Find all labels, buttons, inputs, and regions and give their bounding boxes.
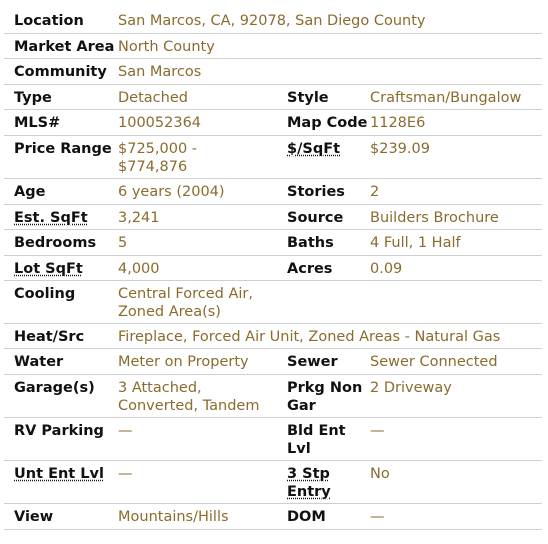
price-per-sqft-label: $/SqFt <box>287 141 341 157</box>
row-view <box>4 504 542 530</box>
baths-value: 4 Full, 1 Half <box>370 235 461 251</box>
age-label: Age <box>14 184 46 200</box>
community-value: San Marcos <box>118 64 202 80</box>
type-value: Detached <box>118 90 188 106</box>
price-range-label: Price Range <box>14 141 112 157</box>
stories-value: 2 <box>370 184 380 200</box>
row-water <box>4 349 542 375</box>
sewer-value: Sewer Connected <box>370 354 498 370</box>
row-community <box>4 59 542 85</box>
acres-label: Acres <box>287 261 333 277</box>
view-label: View <box>14 509 54 525</box>
heat-src-value: Fireplace, Forced Air Unit, Zoned Areas - Natural Gas <box>118 329 501 345</box>
community-label: Community <box>14 64 107 80</box>
garage-value: 3 Attached, Converted, Tandem <box>118 380 260 414</box>
row-price-range <box>4 136 542 179</box>
row-est-sqft <box>4 205 542 230</box>
three-stp-entry-label: 3 Stp Entry <box>287 466 331 500</box>
style-value: Craftsman/Bungalow <box>370 90 522 106</box>
row-garage <box>4 375 542 418</box>
mls-label: MLS# <box>14 115 61 131</box>
est-sqft-label: Est. SqFt <box>14 210 88 226</box>
lot-sqft-label: Lot SqFt <box>14 261 83 277</box>
location-label: Location <box>14 13 84 29</box>
row-location <box>4 8 542 34</box>
mls-value: 100052364 <box>118 115 202 131</box>
age-value: 6 years (2004) <box>118 184 225 200</box>
water-label: Water <box>14 354 64 370</box>
water-value: Meter on Property <box>118 354 249 370</box>
row-type <box>4 85 542 110</box>
rv-parking-value: — <box>118 423 133 439</box>
market-area-value: North County <box>118 39 215 55</box>
row-lot-sqft <box>4 256 542 281</box>
heat-src-label: Heat/Src <box>14 329 85 345</box>
market-area-label: Market Area <box>14 39 115 55</box>
unt-ent-lvl-label: Unt Ent Lvl <box>14 466 104 482</box>
row-cooling <box>4 281 542 324</box>
price-per-sqft-value: $239.09 <box>370 141 430 157</box>
rv-parking-label: RV Parking <box>14 423 104 439</box>
type-label: Type <box>14 90 52 106</box>
prkg-non-gar-label: Prkg Non Gar <box>287 380 363 414</box>
map-code-value: 1128E6 <box>370 115 426 131</box>
row-mls <box>4 110 542 136</box>
lot-sqft-value: 4,000 <box>118 261 160 277</box>
three-stp-entry-value: No <box>370 466 390 482</box>
map-code-label: Map Code <box>287 115 368 131</box>
property-details-table <box>4 8 542 530</box>
row-heat-src <box>4 324 542 349</box>
price-range-value: $725,000 - $774,876 <box>118 141 198 175</box>
row-bedrooms <box>4 230 542 256</box>
stories-label: Stories <box>287 184 345 200</box>
style-label: Style <box>287 90 329 106</box>
row-age <box>4 179 542 205</box>
prkg-non-gar-value: 2 Driveway <box>370 380 452 396</box>
bld-ent-lvl-value: — <box>370 423 385 439</box>
acres-value: 0.09 <box>370 261 403 277</box>
location-value: San Marcos, CA, 92078, San Diego County <box>118 13 426 29</box>
unt-ent-lvl-value: — <box>118 466 133 482</box>
est-sqft-value: 3,241 <box>118 210 160 226</box>
bedrooms-value: 5 <box>118 235 128 251</box>
cooling-value: Central Forced Air, Zoned Area(s) <box>118 286 253 320</box>
cooling-label: Cooling <box>14 286 76 302</box>
row-rv-parking <box>4 418 542 461</box>
source-value: Builders Brochure <box>370 210 499 226</box>
row-unt-ent-lvl <box>4 461 542 504</box>
bld-ent-lvl-label: Bld Ent Lvl <box>287 423 346 457</box>
baths-label: Baths <box>287 235 334 251</box>
row-market-area <box>4 34 542 59</box>
dom-label: DOM <box>287 509 326 525</box>
sewer-label: Sewer <box>287 354 338 370</box>
source-label: Source <box>287 210 344 226</box>
dom-value: — <box>370 509 385 525</box>
garage-label: Garage(s) <box>14 380 95 396</box>
view-value: Mountains/Hills <box>118 509 229 525</box>
bedrooms-label: Bedrooms <box>14 235 97 251</box>
